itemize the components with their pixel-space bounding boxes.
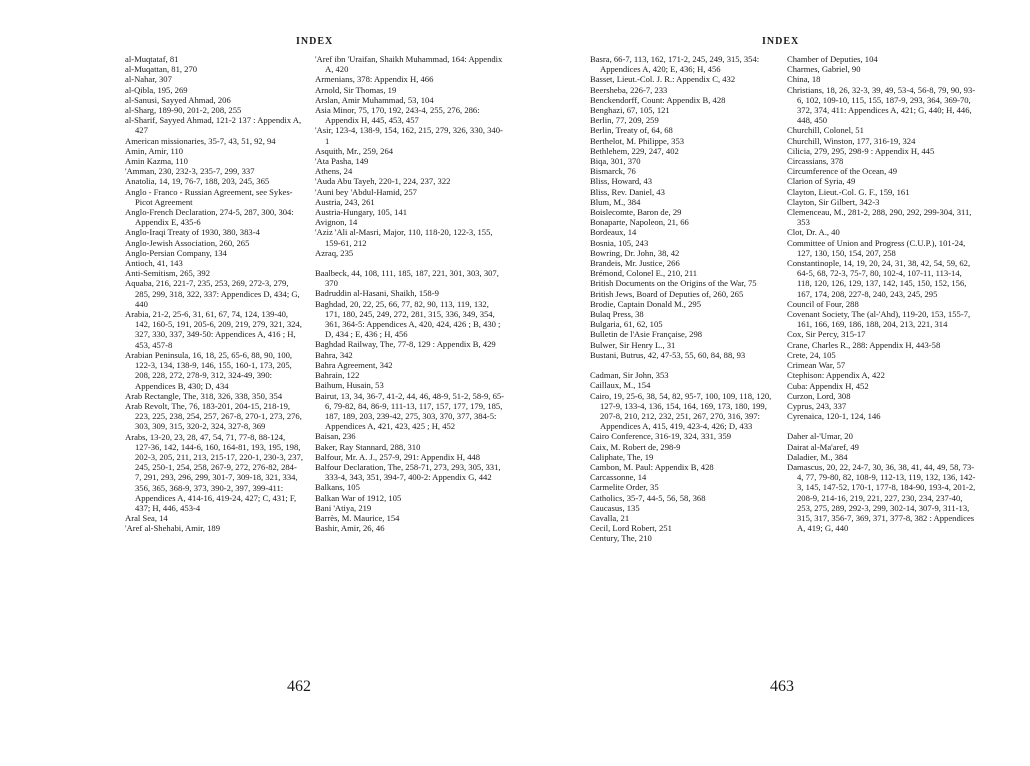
index-entry: Baisan, 236 <box>315 431 356 442</box>
index-entry: Bowring, Dr. John, 38, 42 <box>590 247 680 258</box>
index-entry: Brodie, Captain Donald M., 295 <box>590 298 701 309</box>
index-entry: Century, The, 210 <box>590 533 652 544</box>
index-entry: Benghazi, 67, 105, 121 <box>590 105 670 116</box>
index-entry: Anglo-Jewish Association, 260, 265 <box>125 237 250 248</box>
left-column-a <box>125 54 303 534</box>
index-entry: al-Muqtataf, 81 <box>125 54 179 64</box>
index-entry: Cadman, Sir John, 353 <box>590 370 669 381</box>
index-entry: Caix, M. Robert de, 298-9 <box>590 441 681 452</box>
index-entry: Bismarck, 76 <box>590 166 636 177</box>
index-entry: Berlin, 77, 209, 259 <box>590 115 659 126</box>
index-entry: Crimean War, 57 <box>787 360 846 371</box>
index-entry: Crete, 24, 105 <box>787 349 836 360</box>
index-entry: Barrès, M. Maurice, 154 <box>315 512 400 523</box>
index-entry: British Jews, Board of Deputies of, 260, 265 <box>590 288 744 299</box>
index-entry: Biqa, 301, 370 <box>590 156 641 167</box>
index-entry: Cyprus, 243, 337 <box>787 400 847 411</box>
index-entry: Bahra, 342 <box>315 349 353 360</box>
index-entry: Baghdad Railway, The, 77-8, 129 : Appendix B, 429 <box>315 339 496 350</box>
index-entry: 'Aref ibn 'Uraifan, Shaikh Muhammad, 164: Appendix A, 420 <box>315 54 503 75</box>
index-entry: Berthelot, M. Philippe, 353 <box>590 135 685 146</box>
index-entry: Arabs, 13-20, 23, 28, 47, 54, 71, 77-8, 88-124, 127-36, 142, 144-6, 160, 164-81, 193, 195, 198, 202-3, 205, 211, 213, 215-17, 220-1, 230-3, 237, 245, 250-1, 254, 258, 267-9, 272, 276-82, 284-7, 291, 293, 296, 299, 301-7, 309-18, 321, 334, 356, 365, 368-9, 373, 390-2, 397, 399-411: Appendices A, 414-16, 419-24, 427; C, 431; F, 437; H, 446, 453-4 <box>125 431 303 513</box>
index-entry: Arabia, 21-2, 25-6, 31, 61, 67, 74, 124, 139-40, 142, 160-5, 191, 205-6, 209, 219, 279, 321, 324, 327, 330, 337, 349-50: Appendices A, 416 ; H, 453, 457-8 <box>125 309 302 350</box>
index-entry: Charmes, Gabriel, 90 <box>787 64 861 75</box>
index-entry: Clot, Dr. A., 40 <box>787 227 840 238</box>
index-entry: 'Amman, 230, 232-3, 235-7, 299, 337 <box>125 166 255 177</box>
index-entry: Beersheba, 226-7, 233 <box>590 84 668 95</box>
index-entry: Covenant Society, The (al-'Ahd), 119-20, 153, 155-7, 161, 166, 169, 186, 188, 204, 213, 221, 314 <box>787 309 971 330</box>
index-entry: Bustani, Butrus, 42, 47-53, 55, 60, 84, 88, 93 <box>590 349 746 360</box>
index-entry: Armenians, 378: Appendix H, 466 <box>315 74 434 85</box>
index-entry: Churchill, Winston, 177, 316-19, 324 <box>787 135 916 146</box>
index-entry: Anglo-Iraqi Treaty of 1930, 380, 383-4 <box>125 227 260 238</box>
index-entry: Baihum, Husain, 53 <box>315 380 384 391</box>
index-entry: Damascus, 20, 22, 24-7, 30, 36, 38, 41, 44, 49, 58, 73-4, 77, 79-80, 82, 108-9, 112-13, 119, 132, 136, 142-3, 145, 147-52, 170-1, 177-8, 184-90, 193-4, 201-2, 208-9, 214-16, 219, 221, 227, 230, 234, 237-40, 253, 275, 289, 292-3, 299, 302-14, 307-9, 311-13, 315, 317, 356-7, 369, 371, 377-8, 382 : Appendices A, 419; G, 440 <box>787 461 976 534</box>
index-entry: Christians, 18, 26, 32-3, 39, 49, 53-4, 56-8, 79, 90, 93-6, 102, 109-10, 115, 155, 187-9, 293, 364, 369-70, 372, 374, 411: Appendices A, 421; G, 440; H, 446, 448, 450 <box>787 84 976 126</box>
left-page-header: INDEX <box>296 36 334 47</box>
index-entry: Bordeaux, 14 <box>590 227 637 238</box>
index-entry: Bethlehem, 229, 247, 402 <box>590 145 679 156</box>
index-entry: Balkans, 105 <box>315 482 360 493</box>
index-entry: Constantinople, 14, 19, 20, 24, 31, 38, 42, 54, 59, 62, 64-5, 68, 72-3, 75-7, 80, 102-4, 107-11, 113-14, 118, 120, 126, 129, 137, 142, 145, 150, 152, 156, 167, 174, 208, 227-8, 240, 243, 245, 295 <box>787 258 971 299</box>
index-entry: Anti-Semitism, 265, 392 <box>125 268 210 279</box>
index-entry: Austria-Hungary, 105, 141 <box>315 207 408 218</box>
index-entry: Circumference of the Ocean, 49 <box>787 166 897 177</box>
index-entry: Arslan, Amir Muhammad, 53, 104 <box>315 94 434 105</box>
index-entry: Basset, Lieut.-Col. J. R.: Appendix C, 432 <box>590 74 736 85</box>
index-entry: Daher al-'Umar, 20 <box>787 431 853 442</box>
index-entry: Cambon, M. Paul: Appendix B, 428 <box>590 461 714 472</box>
index-entry: Chamber of Deputies, 104 <box>787 54 878 64</box>
index-entry: Carmelite Order, 35 <box>590 482 659 493</box>
index-entry: Cuba: Appendix H, 452 <box>787 380 869 391</box>
left-column-b <box>315 54 505 533</box>
index-entry: Bulletin de l'Asie Française, 298 <box>590 329 703 340</box>
index-entry: 'Auda Abu Tayeh, 220-1, 224, 237, 322 <box>315 176 451 187</box>
index-entry: Arab Rectangle, The, 318, 326, 338, 350, 354 <box>125 390 283 401</box>
index-entry: Bliss, Howard, 43 <box>590 176 653 187</box>
index-entry: Bairut, 13, 34, 36-7, 41-2, 44, 46, 48-9, 51-2, 58-9, 65-6, 79-82, 84, 86-9, 111-13, 117, 157, 177, 179, 185, 187, 189, 203, 239-42, 275, 303, 370, 377, 384-5: Appendices A, 421, 423, 425 ; H, 452 <box>315 390 505 432</box>
index-entry: Cilicia, 279, 295, 298-9 : Appendix H, 445 <box>787 145 935 156</box>
index-entry: Asquith, Mr., 259, 264 <box>315 145 394 156</box>
index-entry: Basra, 66-7, 113, 162, 171-2, 245, 249, 315, 354: Appendices A, 420; E, 436; H, 456 <box>590 54 760 75</box>
index-entry: Clayton, Sir Gilbert, 342-3 <box>787 196 880 207</box>
index-entry: Benckendorff, Count: Appendix B, 428 <box>590 94 726 105</box>
index-entry: Cecil, Lord Robert, 251 <box>590 523 672 534</box>
index-entry: Badruddin al-Hasani, Shaikh, 158-9 <box>315 288 439 299</box>
index-entry: Aquaba, 216, 221-7, 235, 253, 269, 272-3, 279, 285, 299, 318, 322, 337: Appendices D, 434; G, 440 <box>125 278 300 309</box>
index-entry: 'Ata Pasha, 149 <box>315 156 369 167</box>
index-entry: Athens, 24 <box>315 166 353 177</box>
index-entry: Brémond, Colonel E., 210, 211 <box>590 268 698 279</box>
index-entry: Bulwer, Sir Henry L., 31 <box>590 339 676 350</box>
right-page-header: INDEX <box>762 36 800 47</box>
index-entry: al-Nahar, 307 <box>125 74 172 85</box>
index-entry: Daladier, M., 384 <box>787 451 848 462</box>
index-entry: Aral Sea, 14 <box>125 513 168 524</box>
index-entry: Balfour, Mr. A. J., 257-9, 291: Appendix H, 448 <box>315 451 481 462</box>
index-entry: Curzon, Lord, 308 <box>787 390 851 401</box>
index-entry: 'Aziz 'Ali al-Masri, Major, 110, 118-20, 122-3, 155, 159-61, 212 <box>315 227 493 248</box>
index-entry: Cyrenaica, 120-1, 124, 146 <box>787 411 881 422</box>
index-entry: Clemenceau, M., 281-2, 288, 290, 292, 299-304, 311, 353 <box>787 207 972 228</box>
index-entry: Austria, 243, 261 <box>315 196 375 207</box>
index-entry: Asia Minor, 75, 170, 192, 243-4, 255, 276, 286: Appendix H, 445, 453, 457 <box>315 105 480 126</box>
index-entry: China, 18 <box>787 74 821 85</box>
index-entry: al-Sharif, Sayyed Ahmad, 121-2 137 : Appendix A, 427 <box>125 115 302 136</box>
index-entry: Amin Kazma, 110 <box>125 156 188 167</box>
index-entry: Cox, Sir Percy, 315-17 <box>787 329 866 340</box>
index-entry: Baker, Ray Stannard, 288, 310 <box>315 441 421 452</box>
index-entry: al-Qibla, 195, 269 <box>125 84 188 95</box>
index-entry: Azraq, 235 <box>315 247 354 258</box>
index-entry: Balkan War of 1912, 105 <box>315 492 402 503</box>
index-entry: Crane, Charles R., 288: Appendix H, 443-58 <box>787 339 941 350</box>
index-entry: Anatolia, 14, 19, 76-7, 188, 203, 245, 365 <box>125 176 270 187</box>
left-page-number: 462 <box>287 678 311 695</box>
index-entry: British Documents on the Origins of the War, 75 <box>590 278 757 289</box>
index-entry: Baghdad, 20, 22, 25, 66, 77, 82, 90, 113, 119, 132, 171, 180, 245, 249, 272, 281, 315, 336, 349, 354, 361, 364-5: Appendices A, 420, 424, 426 ; B, 430 ; D, 434 ; E, 436 ; H, 456 <box>315 298 501 340</box>
index-entry: 'Auni bey 'Abdul-Hamid, 257 <box>315 186 417 197</box>
index-entry: Bonaparte, Napoleon, 21, 66 <box>590 217 689 228</box>
index-entry: al-Sanusi, Sayyed Ahmad, 206 <box>125 94 231 105</box>
index-entry: Ctephison: Appendix A, 422 <box>787 370 885 381</box>
index-entry: Balfour Declaration, The, 258-71, 273, 293, 305, 331, 333-4, 343, 351, 394-7, 400-2: Appendix G, 442 <box>315 461 501 483</box>
index-entry: Bashir, Amir, 26, 46 <box>315 523 385 534</box>
index-entry: Clayton, Lieut.-Col. G. F., 159, 161 <box>787 186 910 197</box>
index-entry: Catholics, 35-7, 44-5, 56, 58, 368 <box>590 492 706 503</box>
index-entry: Bosnia, 105, 243 <box>590 237 649 248</box>
index-entry: Anglo-Persian Company, 134 <box>125 247 227 258</box>
index-entry: al-Muqattan, 81, 270 <box>125 64 198 75</box>
index-entry: Anglo - Franco - Russian Agreement, see Sykes-Picot Agreement <box>125 186 293 207</box>
index-entry: Caucasus, 135 <box>590 502 640 513</box>
index-entry: Cairo Conference, 316-19, 324, 331, 359 <box>590 431 732 442</box>
index-entry: Anglo-French Declaration, 274-5, 287, 300, 304: Appendix E, 435-6 <box>125 207 294 228</box>
index-entry: Avignon, 14 <box>315 217 358 228</box>
index-entry: Bliss, Rev. Daniel, 43 <box>590 186 665 197</box>
index-entry: Bulgaria, 61, 62, 105 <box>590 319 663 330</box>
index-entry: Arabian Peninsula, 16, 18, 25, 65-6, 88, 90, 100, 122-3, 134, 138-9, 146, 155, 160-1, 173, 205, 208, 228, 272, 278-9, 312, 324-49, 390: Appendices B, 430; D, 434 <box>125 349 293 391</box>
index-entry: Caillaux, M., 154 <box>590 380 651 391</box>
index-entry: Boislecomte, Baron de, 29 <box>590 207 682 218</box>
index-entry: Amin, Amir, 110 <box>125 145 184 156</box>
index-entry: American missionaries, 35-7, 43, 51, 92, 94 <box>125 135 276 146</box>
index-entry: Circassians, 378 <box>787 156 844 167</box>
index-entry: Clarion of Syria, 49 <box>787 176 856 187</box>
right-column-b <box>787 54 977 533</box>
index-entry: Bani 'Atiya, 219 <box>315 502 372 513</box>
index-entry: Baalbeck, 44, 108, 111, 185, 187, 221, 301, 303, 307, 370 <box>315 268 499 289</box>
index-entry: Berlin, Treaty of, 64, 68 <box>590 125 673 136</box>
right-page-number: 463 <box>770 678 794 695</box>
index-entry: Carcassonne, 14 <box>590 472 647 483</box>
index-entry: al-Sharg, 189-90, 201-2, 208, 255 <box>125 105 242 116</box>
index-entry: Blum, M., 384 <box>590 196 641 207</box>
index-entry: 'Aref al-Shehabi, Amir, 189 <box>125 523 220 534</box>
index-entry: Committee of Union and Progress (C.U.P.), 101-24, 127, 130, 150, 154, 207, 258 <box>787 237 966 258</box>
index-entry: Antioch, 41, 143 <box>125 258 183 269</box>
index-entry: Dairat al-Ma'aref, 49 <box>787 441 859 452</box>
index-entry: Cairo, 19, 25-6, 38, 54, 82, 95-7, 100, 109, 118, 120, 127-9, 133-4, 136, 154, 164, 169, 173, 180, 199, 207-8, 210, 212, 232, 251, 267, 270, 316, 397: Appendices A, 415, 419, 423-4, 426; D, 433 <box>590 390 772 432</box>
index-entry: 'Asir, 123-4, 138-9, 154, 162, 215, 279, 326, 330, 340-1 <box>315 125 503 146</box>
index-entry: Caliphate, The, 19 <box>590 451 654 462</box>
index-entry: Bulaq Press, 38 <box>590 309 644 320</box>
index-entry: Churchill, Colonel, 51 <box>787 125 864 136</box>
index-entry: Arab Revolt, The, 76, 183-201, 204-15, 218-19, 223, 225, 238, 254, 257, 267-8, 270-1, 273, 276, 303, 309, 315, 320-2, 324, 327-8, 369 <box>125 400 302 432</box>
index-entry: Council of Four, 288 <box>787 298 859 309</box>
right-page <box>530 0 1030 766</box>
index-entry: Bahra Agreement, 342 <box>315 359 393 370</box>
right-column-a <box>590 54 782 544</box>
index-entry: Brandeis, Mr. Justice, 266 <box>590 258 680 269</box>
index-entry: Bahrain, 122 <box>315 370 360 381</box>
index-entry: Arnold, Sir Thomas, 19 <box>315 84 397 95</box>
index-entry: Cavalla, 21 <box>590 512 630 523</box>
